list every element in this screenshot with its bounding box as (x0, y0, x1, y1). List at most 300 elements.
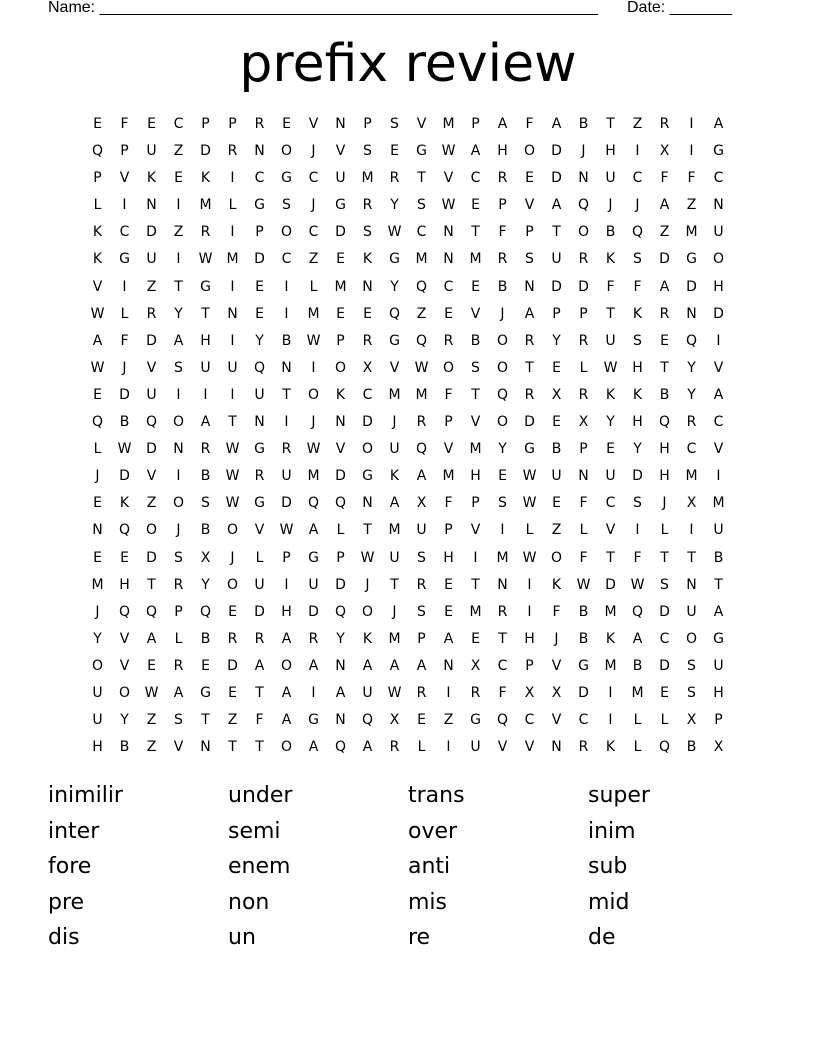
grid-letter: P (498, 197, 507, 214)
grid-letter: S (201, 495, 210, 512)
grid-letter: O (361, 603, 374, 620)
grid-letter: R (227, 143, 238, 160)
grid-letter: I (176, 386, 181, 403)
grid-letter: N (362, 495, 373, 512)
grid-letter: D (659, 251, 670, 268)
grid-letter: I (689, 143, 694, 160)
grid-letter: A (524, 305, 535, 322)
grid-letter: O (496, 332, 509, 349)
grid-letter: W (90, 359, 105, 376)
grid-letter: M (334, 278, 347, 295)
grid-letter: M (685, 224, 698, 241)
grid-letter: A (416, 468, 427, 485)
grid-letter: G (119, 251, 130, 268)
grid-row (84, 303, 732, 330)
grid-letter: J (392, 603, 397, 620)
grid-letter: R (362, 197, 373, 214)
grid-row (84, 492, 732, 519)
grid-letter: K (200, 170, 211, 187)
grid-letter: T (525, 359, 534, 376)
grid-letter: X (524, 684, 535, 701)
grid-letter: A (659, 197, 670, 214)
grid-letter: E (255, 305, 264, 322)
grid-letter: R (227, 630, 238, 647)
grid-letter: N (200, 739, 211, 756)
grid-letter: T (417, 170, 426, 187)
grid-row (84, 411, 732, 438)
grid-letter: C (713, 170, 724, 187)
grid-letter: M (361, 170, 374, 187)
grid-letter: Q (361, 712, 374, 729)
grid-letter: F (498, 684, 507, 701)
grid-letter: F (633, 278, 642, 295)
grid-letter: W (225, 441, 240, 458)
grid-letter: J (95, 468, 100, 485)
grid-letter: U (551, 468, 562, 485)
name-field[interactable]: Name: ________________________________________________________ (48, 0, 598, 16)
grid-letter: I (230, 332, 235, 349)
grid-letter: N (443, 224, 454, 241)
grid-letter: N (362, 278, 373, 295)
grid-letter: T (606, 305, 615, 322)
grid-letter: L (93, 197, 102, 214)
grid-letter: E (228, 684, 237, 701)
grid-letter: N (254, 414, 265, 431)
grid-row (84, 384, 732, 411)
grid-letter: D (119, 386, 130, 403)
grid-letter: N (335, 414, 346, 431)
grid-letter: B (578, 630, 589, 647)
grid-letter: L (228, 197, 237, 214)
grid-letter: E (606, 441, 615, 458)
grid-letter: U (713, 657, 724, 674)
grid-letter: E (93, 386, 102, 403)
grid-letter: U (713, 522, 724, 539)
grid-letter: H (605, 143, 616, 160)
grid-letter: B (497, 278, 508, 295)
grid-letter: G (308, 549, 319, 566)
grid-letter: R (254, 630, 265, 647)
grid-letter: W (306, 441, 321, 458)
grid-letter: V (713, 359, 724, 376)
grid-letter: A (389, 495, 400, 512)
grid-letter: A (470, 143, 481, 160)
grid-letter: Z (146, 739, 157, 756)
grid-letter: J (230, 549, 235, 566)
grid-letter: T (660, 359, 669, 376)
word-list-item: dis (48, 925, 80, 951)
grid-letter: A (335, 684, 346, 701)
word-list-item: re (408, 925, 431, 951)
grid-letter: D (659, 657, 670, 674)
grid-letter: U (281, 468, 292, 485)
grid-letter: T (228, 414, 237, 431)
grid-letter: H (92, 739, 103, 756)
grid-letter: Y (687, 359, 696, 376)
grid-letter: O (550, 549, 563, 566)
grid-letter: T (147, 576, 156, 593)
grid-letter: F (552, 603, 561, 620)
grid-letter: D (227, 657, 238, 674)
grid-letter: W (522, 549, 537, 566)
grid-letter: Q (415, 278, 428, 295)
grid-letter: S (282, 197, 291, 214)
grid-letter: I (311, 359, 316, 376)
grid-letter: S (525, 251, 534, 268)
grid-letter: M (604, 657, 617, 674)
grid-letter: L (174, 630, 183, 647)
grid-letter: H (632, 359, 643, 376)
grid-letter: G (335, 197, 346, 214)
grid-letter: V (119, 170, 130, 187)
grid-letter: U (389, 441, 400, 458)
grid-letter: V (173, 739, 184, 756)
grid-letter: A (200, 414, 211, 431)
grid-letter: P (336, 332, 345, 349)
grid-letter: Y (687, 386, 696, 403)
grid-row (84, 113, 732, 140)
grid-letter: D (686, 278, 697, 295)
grid-letter: E (471, 630, 480, 647)
grid-letter: V (146, 359, 157, 376)
grid-letter: V (389, 359, 400, 376)
grid-letter: B (632, 657, 643, 674)
word-list-item: pre (48, 889, 85, 915)
grid-letter: B (578, 603, 589, 620)
grid-letter: T (471, 224, 480, 241)
grid-letter: E (444, 305, 453, 322)
grid-letter: U (686, 603, 697, 620)
grid-letter: P (120, 143, 129, 160)
grid-letter: H (119, 576, 130, 593)
word-list-item: mis (408, 889, 448, 915)
grid-letter: B (605, 224, 616, 241)
grid-letter: G (686, 251, 697, 268)
grid-letter: O (496, 359, 509, 376)
grid-letter: C (254, 170, 265, 187)
grid-letter: T (282, 386, 291, 403)
grid-letter: V (335, 441, 346, 458)
grid-letter: R (416, 576, 427, 593)
grid-letter: T (255, 739, 264, 756)
grid-letter: O (118, 684, 131, 701)
grid-letter: I (230, 386, 235, 403)
grid-letter: M (388, 386, 401, 403)
grid-letter: J (311, 414, 316, 431)
grid-letter: K (605, 630, 616, 647)
grid-letter: W (387, 684, 402, 701)
grid-letter: W (360, 549, 375, 566)
grid-letter: A (281, 684, 292, 701)
grid-letter: W (441, 197, 456, 214)
word-list-item: enem (228, 854, 291, 880)
grid-letter: I (176, 197, 181, 214)
grid-letter: W (603, 359, 618, 376)
grid-letter: W (630, 576, 645, 593)
grid-letter: F (687, 170, 696, 187)
grid-letter: Z (146, 495, 157, 512)
grid-letter: S (633, 332, 642, 349)
grid-letter: E (552, 495, 561, 512)
grid-letter: Y (498, 441, 507, 458)
word-list-item: anti (408, 854, 451, 880)
grid-letter: E (498, 468, 507, 485)
grid-letter: A (632, 630, 643, 647)
grid-letter: U (200, 359, 211, 376)
grid-letter: B (281, 332, 292, 349)
grid-letter: F (120, 116, 129, 132)
grid-letter: O (361, 441, 374, 458)
grid-letter: R (146, 305, 157, 322)
grid-letter: H (443, 549, 454, 566)
grid-letter: G (362, 468, 373, 485)
grid-letter: U (389, 549, 400, 566)
grid-letter: V (551, 657, 562, 674)
grid-letter: N (173, 441, 184, 458)
grid-letter: L (660, 522, 669, 539)
grid-letter: X (551, 386, 562, 403)
grid-letter: L (579, 522, 588, 539)
grid-letter: J (635, 197, 640, 214)
grid-letter: C (632, 170, 643, 187)
grid-letter: Q (199, 603, 212, 620)
grid-letter: H (497, 143, 508, 160)
grid-letter: E (120, 549, 129, 566)
grid-letter: T (390, 576, 399, 593)
grid-letter: Z (551, 522, 562, 539)
grid-letter: K (632, 386, 643, 403)
grid-letter: M (199, 197, 212, 214)
grid-letter: O (307, 386, 320, 403)
grid-letter: A (254, 657, 265, 674)
grid-letter: E (390, 143, 399, 160)
grid-letter: A (281, 630, 292, 647)
grid-letter: F (498, 224, 507, 241)
grid-letter: D (578, 278, 589, 295)
grid-letter: B (200, 630, 211, 647)
grid-letter: V (443, 441, 454, 458)
grid-letter: N (686, 576, 697, 593)
grid-letter: R (173, 576, 184, 593)
grid-letter: N (713, 197, 724, 214)
grid-letter: I (311, 684, 316, 701)
grid-letter: T (498, 630, 507, 647)
grid-letter: D (308, 603, 319, 620)
grid-letter: D (200, 143, 211, 160)
grid-letter: P (174, 603, 183, 620)
grid-letter: A (173, 332, 184, 349)
grid-row (84, 465, 732, 492)
grid-letter: M (388, 522, 401, 539)
grid-letter: V (308, 116, 319, 132)
grid-letter: U (308, 576, 319, 593)
grid-letter: P (336, 549, 345, 566)
grid-row (84, 357, 732, 384)
grid-letter: Q (91, 143, 104, 160)
grid-letter: Q (145, 603, 158, 620)
grid-letter: G (524, 441, 535, 458)
grid-letter: Y (120, 712, 129, 729)
grid-letter: P (417, 630, 426, 647)
grid-letter: H (470, 468, 481, 485)
grid-letter: P (471, 495, 480, 512)
grid-letter: R (578, 386, 589, 403)
grid-letter: C (713, 414, 724, 431)
grid-letter: X (713, 739, 724, 756)
grid-letter: A (146, 630, 157, 647)
grid-letter: S (363, 224, 372, 241)
page-title: prefix review (239, 34, 577, 94)
grid-letter: E (282, 116, 291, 132)
date-field[interactable]: Date: _______ (627, 0, 732, 16)
grid-letter: R (524, 386, 535, 403)
word-list-item: fore (48, 854, 92, 880)
grid-letter: R (686, 414, 697, 431)
grid-letter: V (416, 116, 427, 132)
grid-letter: Z (173, 224, 184, 241)
grid-letter: K (362, 251, 373, 268)
grid-letter: O (280, 739, 293, 756)
grid-letter: Y (93, 630, 102, 647)
grid-letter: W (90, 305, 105, 322)
grid-letter: A (308, 522, 319, 539)
word-list-item: inim (588, 818, 636, 844)
grid-letter: W (387, 224, 402, 241)
grid-row (84, 194, 732, 221)
grid-row (84, 221, 732, 248)
grid-letter: S (174, 359, 183, 376)
grid-letter: X (200, 549, 211, 566)
grid-letter: K (605, 739, 616, 756)
grid-letter: R (578, 251, 589, 268)
grid-letter: U (335, 170, 346, 187)
grid-letter: N (335, 657, 346, 674)
grid-letter: C (578, 712, 589, 729)
grid-letter: B (200, 522, 211, 539)
grid-letter: O (226, 576, 239, 593)
grid-letter: M (226, 251, 239, 268)
grid-letter: B (713, 549, 724, 566)
grid-letter: S (174, 549, 183, 566)
grid-letter: N (335, 712, 346, 729)
grid-letter: P (714, 712, 723, 729)
grid-letter: C (416, 224, 427, 241)
grid-letter: J (608, 197, 613, 214)
grid-letter: O (334, 359, 347, 376)
grid-letter: Y (174, 305, 183, 322)
grid-letter: R (416, 414, 427, 431)
grid-row (84, 276, 732, 303)
grid-letter: W (144, 684, 159, 701)
grid-letter: Q (631, 224, 644, 241)
grid-letter: P (444, 414, 453, 431)
grid-letter: S (363, 143, 372, 160)
grid-letter: U (146, 143, 157, 160)
grid-letter: P (444, 522, 453, 539)
grid-letter: E (525, 170, 534, 187)
grid-letter: S (633, 251, 642, 268)
grid-letter: G (200, 278, 211, 295)
grid-row (84, 574, 732, 601)
grid-letter: I (446, 684, 451, 701)
grid-letter: H (281, 603, 292, 620)
word-list-item: mid (588, 889, 630, 915)
grid-letter: R (524, 332, 535, 349)
grid-letter: C (308, 170, 319, 187)
grid-letter: E (471, 197, 480, 214)
grid-letter: D (578, 684, 589, 701)
word-list-item: trans (408, 783, 465, 808)
grid-letter: A (308, 739, 319, 756)
grid-letter: M (469, 603, 482, 620)
grid-letter: C (281, 251, 292, 268)
grid-letter: I (203, 386, 208, 403)
word-list-item: de (588, 925, 616, 951)
grid-letter: D (146, 224, 157, 241)
grid-letter: X (578, 414, 589, 431)
grid-letter: W (225, 495, 240, 512)
grid-letter: G (713, 630, 724, 647)
grid-letter: S (687, 657, 696, 674)
grid-letter: A (308, 657, 319, 674)
grid-letter: P (282, 549, 291, 566)
grid-letter: A (443, 630, 454, 647)
grid-letter: C (659, 630, 670, 647)
grid-letter: W (306, 332, 321, 349)
grid-letter: Q (334, 739, 347, 756)
grid-letter: I (500, 522, 505, 539)
grid-letter: U (254, 386, 265, 403)
grid-letter: Q (307, 495, 320, 512)
grid-letter: C (308, 224, 319, 241)
grid-letter: G (416, 143, 427, 160)
grid-letter: P (255, 224, 264, 241)
grid-letter: Z (443, 712, 454, 729)
grid-letter: R (497, 603, 508, 620)
grid-letter: U (713, 224, 724, 241)
grid-letter: T (606, 549, 615, 566)
grid-letter: A (659, 278, 670, 295)
grid-letter: B (551, 441, 562, 458)
grid-letter: T (660, 549, 669, 566)
grid-letter: X (470, 657, 481, 674)
grid-letter: S (417, 197, 426, 214)
grid-letter: O (442, 359, 455, 376)
grid-letter: N (497, 576, 508, 593)
grid-letter: J (554, 630, 559, 647)
grid-letter: O (280, 143, 293, 160)
grid-letter: I (473, 549, 478, 566)
grid-letter: O (145, 522, 158, 539)
grid-letter: T (201, 712, 210, 729)
grid-letter: V (524, 739, 535, 756)
grid-letter: E (336, 305, 345, 322)
grid-letter: O (523, 143, 536, 160)
grid-letter: B (686, 739, 697, 756)
grid-letter: C (362, 386, 373, 403)
grid-letter: S (417, 603, 426, 620)
grid-letter: R (497, 170, 508, 187)
grid-letter: N (524, 278, 535, 295)
grid-letter: E (417, 712, 426, 729)
grid-letter: P (471, 116, 480, 132)
grid-letter: A (713, 116, 724, 132)
grid-letter: U (227, 359, 238, 376)
grid-letter: D (335, 224, 346, 241)
word-list (48, 781, 788, 959)
grid-row (84, 736, 732, 763)
grid-letter: Q (253, 359, 266, 376)
